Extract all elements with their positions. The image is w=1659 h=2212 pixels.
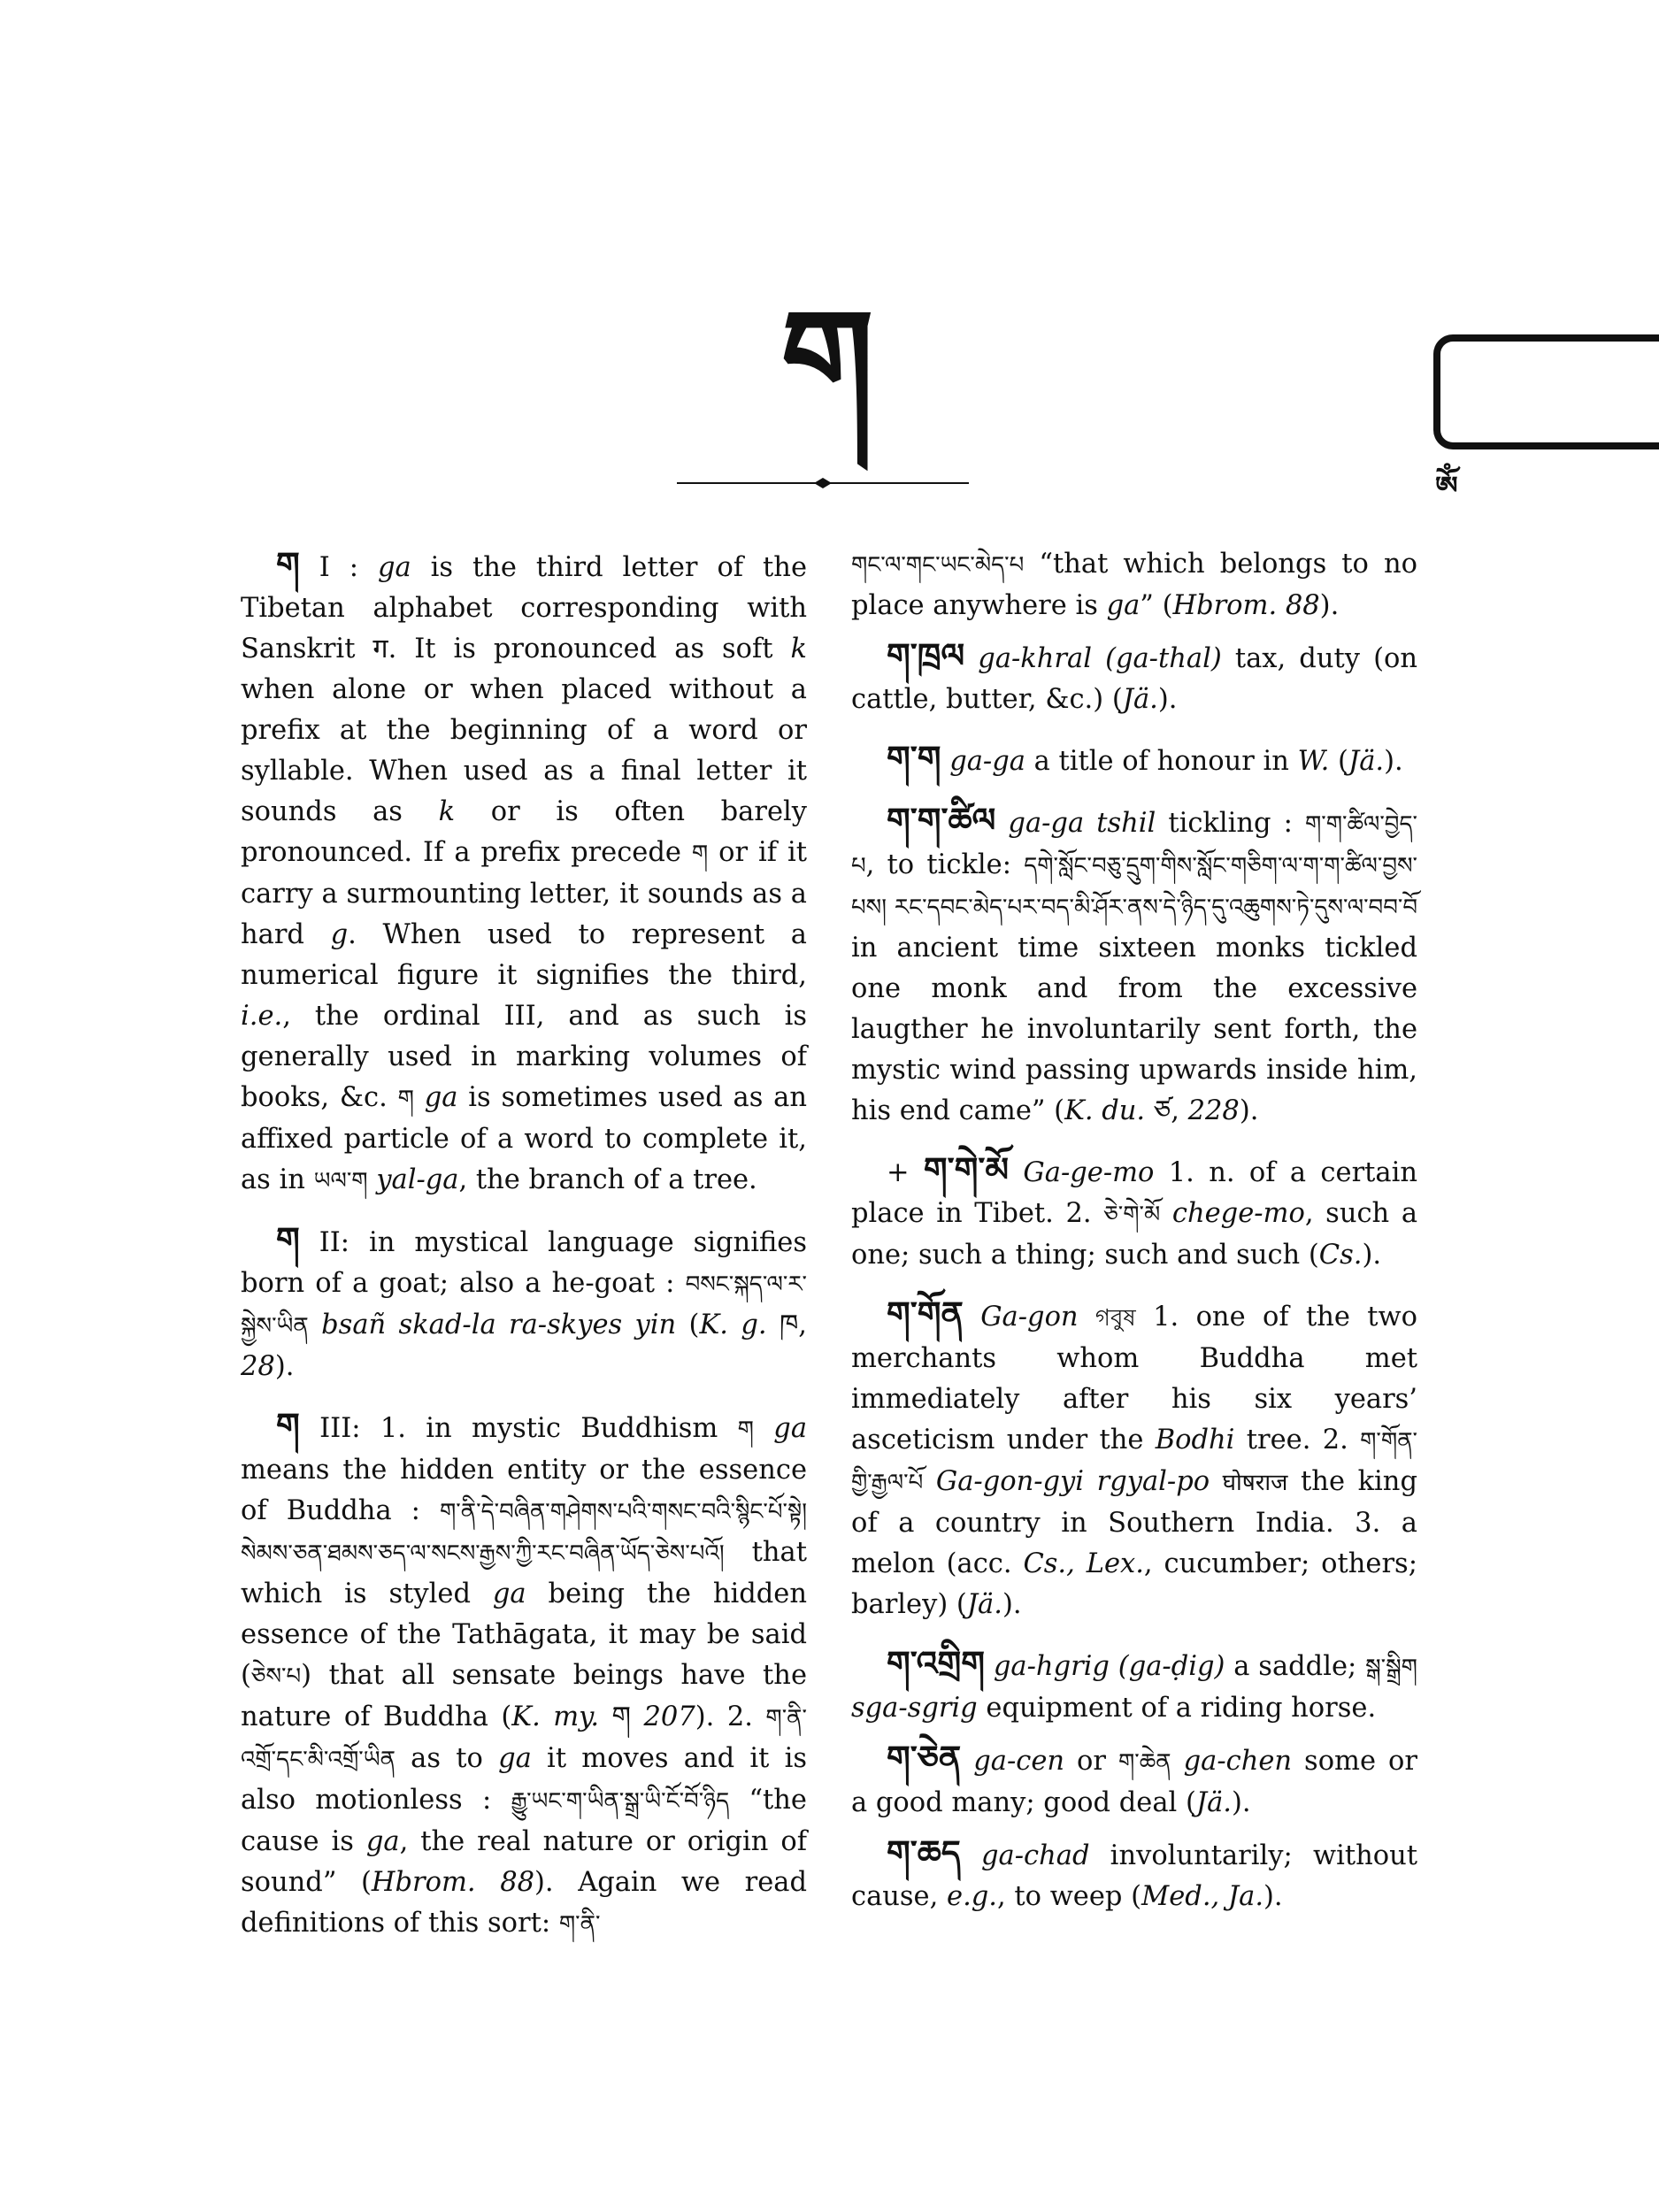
- entry-text-segment: [1009, 1157, 1023, 1188]
- entry-text-segment: ga-chad: [981, 1840, 1090, 1871]
- entry-text-segment: བསང་སྐད་ལ་ར་སྐྱེས་ཡིན: [241, 1271, 807, 1340]
- entry-text-segment: গবুষ: [1094, 1305, 1136, 1332]
- entry-text-segment: [964, 643, 978, 674]
- entry-text-segment: ).: [1263, 1881, 1283, 1912]
- entry-ga-ge-mo: [851, 1149, 1417, 1276]
- entry-text-segment: K. du.: [1064, 1095, 1146, 1126]
- entry-text-segment: tree. 2.: [1234, 1425, 1361, 1455]
- entry-text-segment: Cs., Lex.: [1023, 1548, 1144, 1579]
- headword: ག་ཅེན: [887, 1738, 962, 1778]
- entry-text-segment: . When used to represent a numerical figure it signifies the third,: [241, 919, 807, 991]
- entry-text-segment: ga: [1106, 590, 1141, 621]
- entry-text-segment: Jä.: [966, 1589, 1002, 1620]
- entry-text-segment: is the third letter of the Tibetan alphabet corresponding with Sanskrit: [241, 552, 807, 664]
- entry-text-segment: ). 2.: [695, 1701, 766, 1732]
- entry-text-segment: 1. one of the two merchants whom Buddha met immediately after his six years’ asceticism under the: [851, 1302, 1417, 1455]
- headword: ག: [276, 544, 300, 584]
- entry-ga-2: [241, 1219, 807, 1387]
- thumb-index-tab: [1433, 334, 1659, 449]
- entry-text-segment: ཅེས་པ: [250, 1663, 302, 1690]
- entry-ga-khral: [851, 635, 1417, 720]
- entry-text-segment: Ga-ge-mo: [1023, 1157, 1155, 1188]
- entry-text-segment: it moves and it is also motionless :: [241, 1743, 807, 1816]
- entry-text-segment: སྒ་སྒྲིག: [1365, 1655, 1417, 1681]
- entry-text-segment: sga-sgrig: [851, 1693, 978, 1724]
- entry-text-segment: ).: [1239, 1095, 1259, 1126]
- entry-text-segment: ga: [492, 1578, 526, 1609]
- entry-text-segment: [923, 1466, 936, 1497]
- entry-text-segment: [964, 1302, 980, 1333]
- entry-text-segment: [368, 1164, 377, 1195]
- entry-text-segment: ག་ནི་དེ་བཞིན་གཤེགས་པའི་གསང་བའི་སྙིང་པོ་སྟེ། སེམས་ཅན་ཐམས་ཅད་ལ་སངས་རྒྱས་ཀྱི་རང་བཞིན་ཡོད་ཅེས་པའོ།: [241, 1499, 807, 1567]
- entry-text-segment: , to tickle:: [865, 849, 1025, 880]
- entry-text-segment: ག: [737, 1417, 754, 1443]
- entry-text-segment: involuntarily; without cause,: [851, 1840, 1417, 1912]
- entry-text-segment: [1171, 1746, 1184, 1777]
- entry-text-segment: 28: [241, 1351, 275, 1382]
- entry-ga-1: [241, 544, 807, 1202]
- entry-text-segment: , the ordinal III, and as such is generally used in marking volumes of books, &c.: [241, 1001, 807, 1113]
- entry-text-segment: ག་ག་ཚིལ་བྱེད་པ: [851, 811, 1417, 879]
- entry-text-segment: k: [790, 634, 807, 664]
- entry-text-segment: [941, 746, 949, 777]
- entry-text-segment: [1079, 1302, 1095, 1333]
- entry-text-segment: ག་ནི་འགྲོ་དང་མི་འགྲོ་ཡིན: [241, 1705, 807, 1773]
- entry-text-segment: . It is pronounced as soft: [388, 634, 791, 664]
- entry-text-segment: a title of honour in: [1025, 746, 1298, 777]
- headword: ག: [276, 1219, 300, 1259]
- entry-text-segment: ga-hgrig (ga-ḍig): [993, 1651, 1225, 1682]
- entry-text-segment: Ga-gon: [980, 1302, 1079, 1333]
- entry-text-segment: , the branch of a tree.: [458, 1164, 757, 1195]
- entry-text-segment: [309, 1310, 321, 1340]
- entry-text-segment: , such a one; such a thing; such and such (: [851, 1198, 1417, 1271]
- entry-text-segment: ) that all sensate beings have the nature of Buddha (: [241, 1660, 807, 1732]
- left-column: [241, 544, 807, 1962]
- entry-text-segment: ).: [1384, 746, 1403, 777]
- entry-text-segment: [985, 1651, 994, 1682]
- entry-text-segment: K. g.: [699, 1310, 767, 1340]
- entry-text-segment: the king of a country in Southern India. 3. a melon (acc.: [851, 1466, 1417, 1579]
- entry-ga-ga: [851, 738, 1417, 782]
- right-column: [851, 544, 1417, 1926]
- entry-text-segment: ga-ga: [949, 746, 1025, 777]
- entry-text-segment: I :: [299, 552, 378, 583]
- entry-text-segment: ga-chen: [1183, 1746, 1293, 1777]
- entry-text-segment: Med., Ja.: [1141, 1881, 1264, 1912]
- entry-text-segment: ga-ga tshil: [1008, 808, 1156, 839]
- entry-text-segment: , cucumber; others; barley) (: [851, 1548, 1417, 1620]
- entry-text-segment: , to weep (: [996, 1881, 1142, 1912]
- cross-marker: +: [887, 1157, 924, 1188]
- entry-text-segment: chege-mo: [1171, 1198, 1305, 1229]
- entry-text-segment: ga: [377, 552, 411, 583]
- entry-text-segment: རྒྱུ་ཡང་ག་ཡིན་སྒྲ་ཡི་ངོ་བོ་ཉིད: [511, 1788, 730, 1815]
- entry-ga-hgrig: [851, 1643, 1417, 1729]
- entry-ga-ga-tshil: [851, 800, 1417, 1132]
- headword: ག: [276, 1405, 300, 1445]
- entry-text-segment: Jä.: [1122, 684, 1158, 715]
- entry-text-segment: གང་ལ་གང་ཡང་མེད་པ: [851, 552, 1025, 579]
- entry-text-segment: [414, 1082, 425, 1113]
- entry-text-segment: [995, 808, 1008, 839]
- entry-text-segment: that which is styled: [241, 1537, 807, 1609]
- entry-text-segment: , the real nature or origin of sound” (: [241, 1826, 807, 1898]
- entry-text-segment: ). Again we read definitions of this sort:: [241, 1867, 808, 1939]
- ornament-rule: [677, 478, 969, 488]
- entry-text-segment: ག་ཆེན: [1118, 1749, 1171, 1776]
- entry-text-segment: ga: [773, 1413, 808, 1444]
- entry-text-segment: ga-khral (ga-thal): [978, 643, 1222, 674]
- entry-text-segment: Cs.: [1318, 1240, 1363, 1271]
- entry-text-segment: ” (: [1140, 590, 1173, 621]
- entry-text-segment: Hbrom. 88: [1172, 590, 1320, 621]
- entry-text-segment: a saddle;: [1225, 1651, 1366, 1682]
- entry-text-segment: ).: [274, 1351, 295, 1382]
- section-letter-heading: ག: [780, 280, 874, 436]
- entry-text-segment: ག: [397, 1086, 414, 1112]
- entry-text-segment: ག: [691, 841, 709, 867]
- headword: ག་འགྲིག: [887, 1643, 986, 1683]
- entry-ga-3-continued: [851, 544, 1417, 626]
- entry-text-segment: “the cause is: [241, 1785, 807, 1857]
- entry-text-segment: W.: [1297, 746, 1330, 777]
- headword: ག་ག: [887, 738, 941, 778]
- headword: ག་གེ་མོ: [923, 1149, 1010, 1189]
- entry-text-segment: [961, 1840, 981, 1871]
- entry-text-segment: ག་གོན་གྱི་རྒྱལ་པོ: [851, 1428, 1417, 1496]
- entry-text-segment: (: [676, 1310, 700, 1340]
- entry-text-segment: ཡལ་ག: [313, 1168, 368, 1194]
- entry-text-segment: ཁ,: [766, 1310, 807, 1340]
- entry-text-segment: ).: [1231, 1787, 1251, 1818]
- entry-text-segment: i.e.: [241, 1001, 283, 1032]
- entry-text-segment: when alone or when placed without a prefix at the beginning of a word or syllable. When used as a final letter it sounds as: [241, 674, 807, 827]
- entry-text-segment: III: 1. in mystic Buddhism: [299, 1413, 738, 1444]
- headword: ག་གོན: [887, 1294, 964, 1333]
- entry-ga-3: [241, 1405, 807, 1945]
- entry-text-segment: as to: [395, 1743, 499, 1774]
- entry-text-segment: ga: [498, 1743, 532, 1774]
- entry-text-segment: being the hidden essence of the Tathāgata, it may be said (: [241, 1578, 807, 1691]
- entry-text-segment: 207: [643, 1701, 695, 1732]
- entry-text-segment: ग: [373, 634, 388, 664]
- entry-text-segment: (: [1329, 746, 1348, 777]
- entry-text-segment: [961, 1746, 973, 1777]
- entry-text-segment: ཙ,: [1145, 1095, 1188, 1126]
- entry-text-segment: 228: [1187, 1095, 1240, 1126]
- entry-text-segment: ག་ནི་: [558, 1911, 601, 1938]
- entry-text-segment: ga-cen: [973, 1746, 1065, 1777]
- entry-text-segment: “that which belongs to no place anywhere is: [851, 549, 1417, 621]
- entry-text-segment: Jä.: [1195, 1787, 1232, 1818]
- entry-text-segment: ).: [1362, 1240, 1382, 1271]
- entry-ga-gon: [851, 1294, 1417, 1625]
- thumb-index-mark: ༀ: [1435, 470, 1460, 503]
- entry-text-segment: Jä.: [1348, 746, 1385, 777]
- entry-text-segment: घोषराज: [1222, 1470, 1288, 1496]
- entry-text-segment: II: in mystical language signifies born of a goat; also a he-goat :: [241, 1227, 807, 1299]
- entry-text-segment: or: [1064, 1746, 1118, 1777]
- entry-text-segment: K. my.: [511, 1701, 600, 1732]
- entry-text-segment: e.g.: [947, 1881, 997, 1912]
- entry-text-segment: ga: [365, 1826, 400, 1857]
- entry-text-segment: Hbrom. 88: [371, 1867, 535, 1898]
- entry-text-segment: 1. n. of a certain place in Tibet. 2.: [851, 1157, 1417, 1229]
- entry-text-segment: དགེ་སློང་བཅུ་དྲུག་གིས་སློང་གཅིག་ལ་ག་ག་ཚིལ་བྱས་པས། རང་དབང་མེད་པར་བད་མི་ཤོར་ནས་དེ་ཉིད་དུ་འཆུགས་ཏེ་དུས་ལ་བབ་བོ: [851, 853, 1417, 921]
- headword: ག་ཆད: [887, 1832, 961, 1872]
- entry-text-segment: yal-ga: [376, 1164, 459, 1195]
- entry-text-segment: [754, 1413, 773, 1444]
- entry-text-segment: Bodhi: [1155, 1425, 1235, 1455]
- entry-text-segment: [1210, 1466, 1223, 1497]
- entry-text-segment: [1160, 1198, 1172, 1229]
- entry-text-segment: or is often barely pronounced. If a prefix precede: [241, 796, 807, 868]
- entry-text-segment: ).: [1319, 590, 1340, 621]
- entry-text-segment: ).: [1002, 1589, 1022, 1620]
- entry-text-segment: ga: [424, 1082, 458, 1113]
- entry-text-segment: ).: [1157, 684, 1178, 715]
- entry-text-segment: in ancient time sixteen monks tickled one monk and from the excessive laugther he involuntarily sent forth, the mystic wind passing upwards inside him, his end came” (: [851, 933, 1417, 1126]
- entry-text-segment: is sometimes used as an affixed particle of a word to complete it, as in: [241, 1082, 807, 1195]
- entry-text-segment: some or a good many; good deal (: [851, 1746, 1417, 1818]
- entry-text-segment: ག: [599, 1701, 644, 1732]
- entry-text-segment: ཅེ་གེ་མོ: [1103, 1202, 1161, 1228]
- entry-text-segment: k: [438, 796, 456, 827]
- entry-ga-cen: [851, 1738, 1417, 1824]
- entry-text-segment: Ga-gon-gyi rgyal-po: [935, 1466, 1210, 1497]
- headword: ག་ཁྲལ: [887, 635, 965, 675]
- page-header: [0, 0, 1659, 531]
- entry-ga-chad: [851, 1832, 1417, 1917]
- entry-text-segment: means the hidden entity or the essence of Buddha :: [241, 1455, 807, 1526]
- headword: ག་ག་ཚིལ: [887, 800, 996, 840]
- entry-text-segment: tax, duty (on cattle, butter, &c.) (: [851, 643, 1417, 715]
- entry-text-segment: tickling :: [1156, 808, 1305, 839]
- entry-text-segment: or if it carry a surmounting letter, it sounds as a hard: [241, 837, 807, 950]
- entry-text-segment: bsañ skad-la ra-skyes yin: [321, 1310, 677, 1340]
- entry-text-segment: g: [330, 919, 349, 950]
- entry-text-segment: equipment of a riding horse.: [977, 1693, 1377, 1724]
